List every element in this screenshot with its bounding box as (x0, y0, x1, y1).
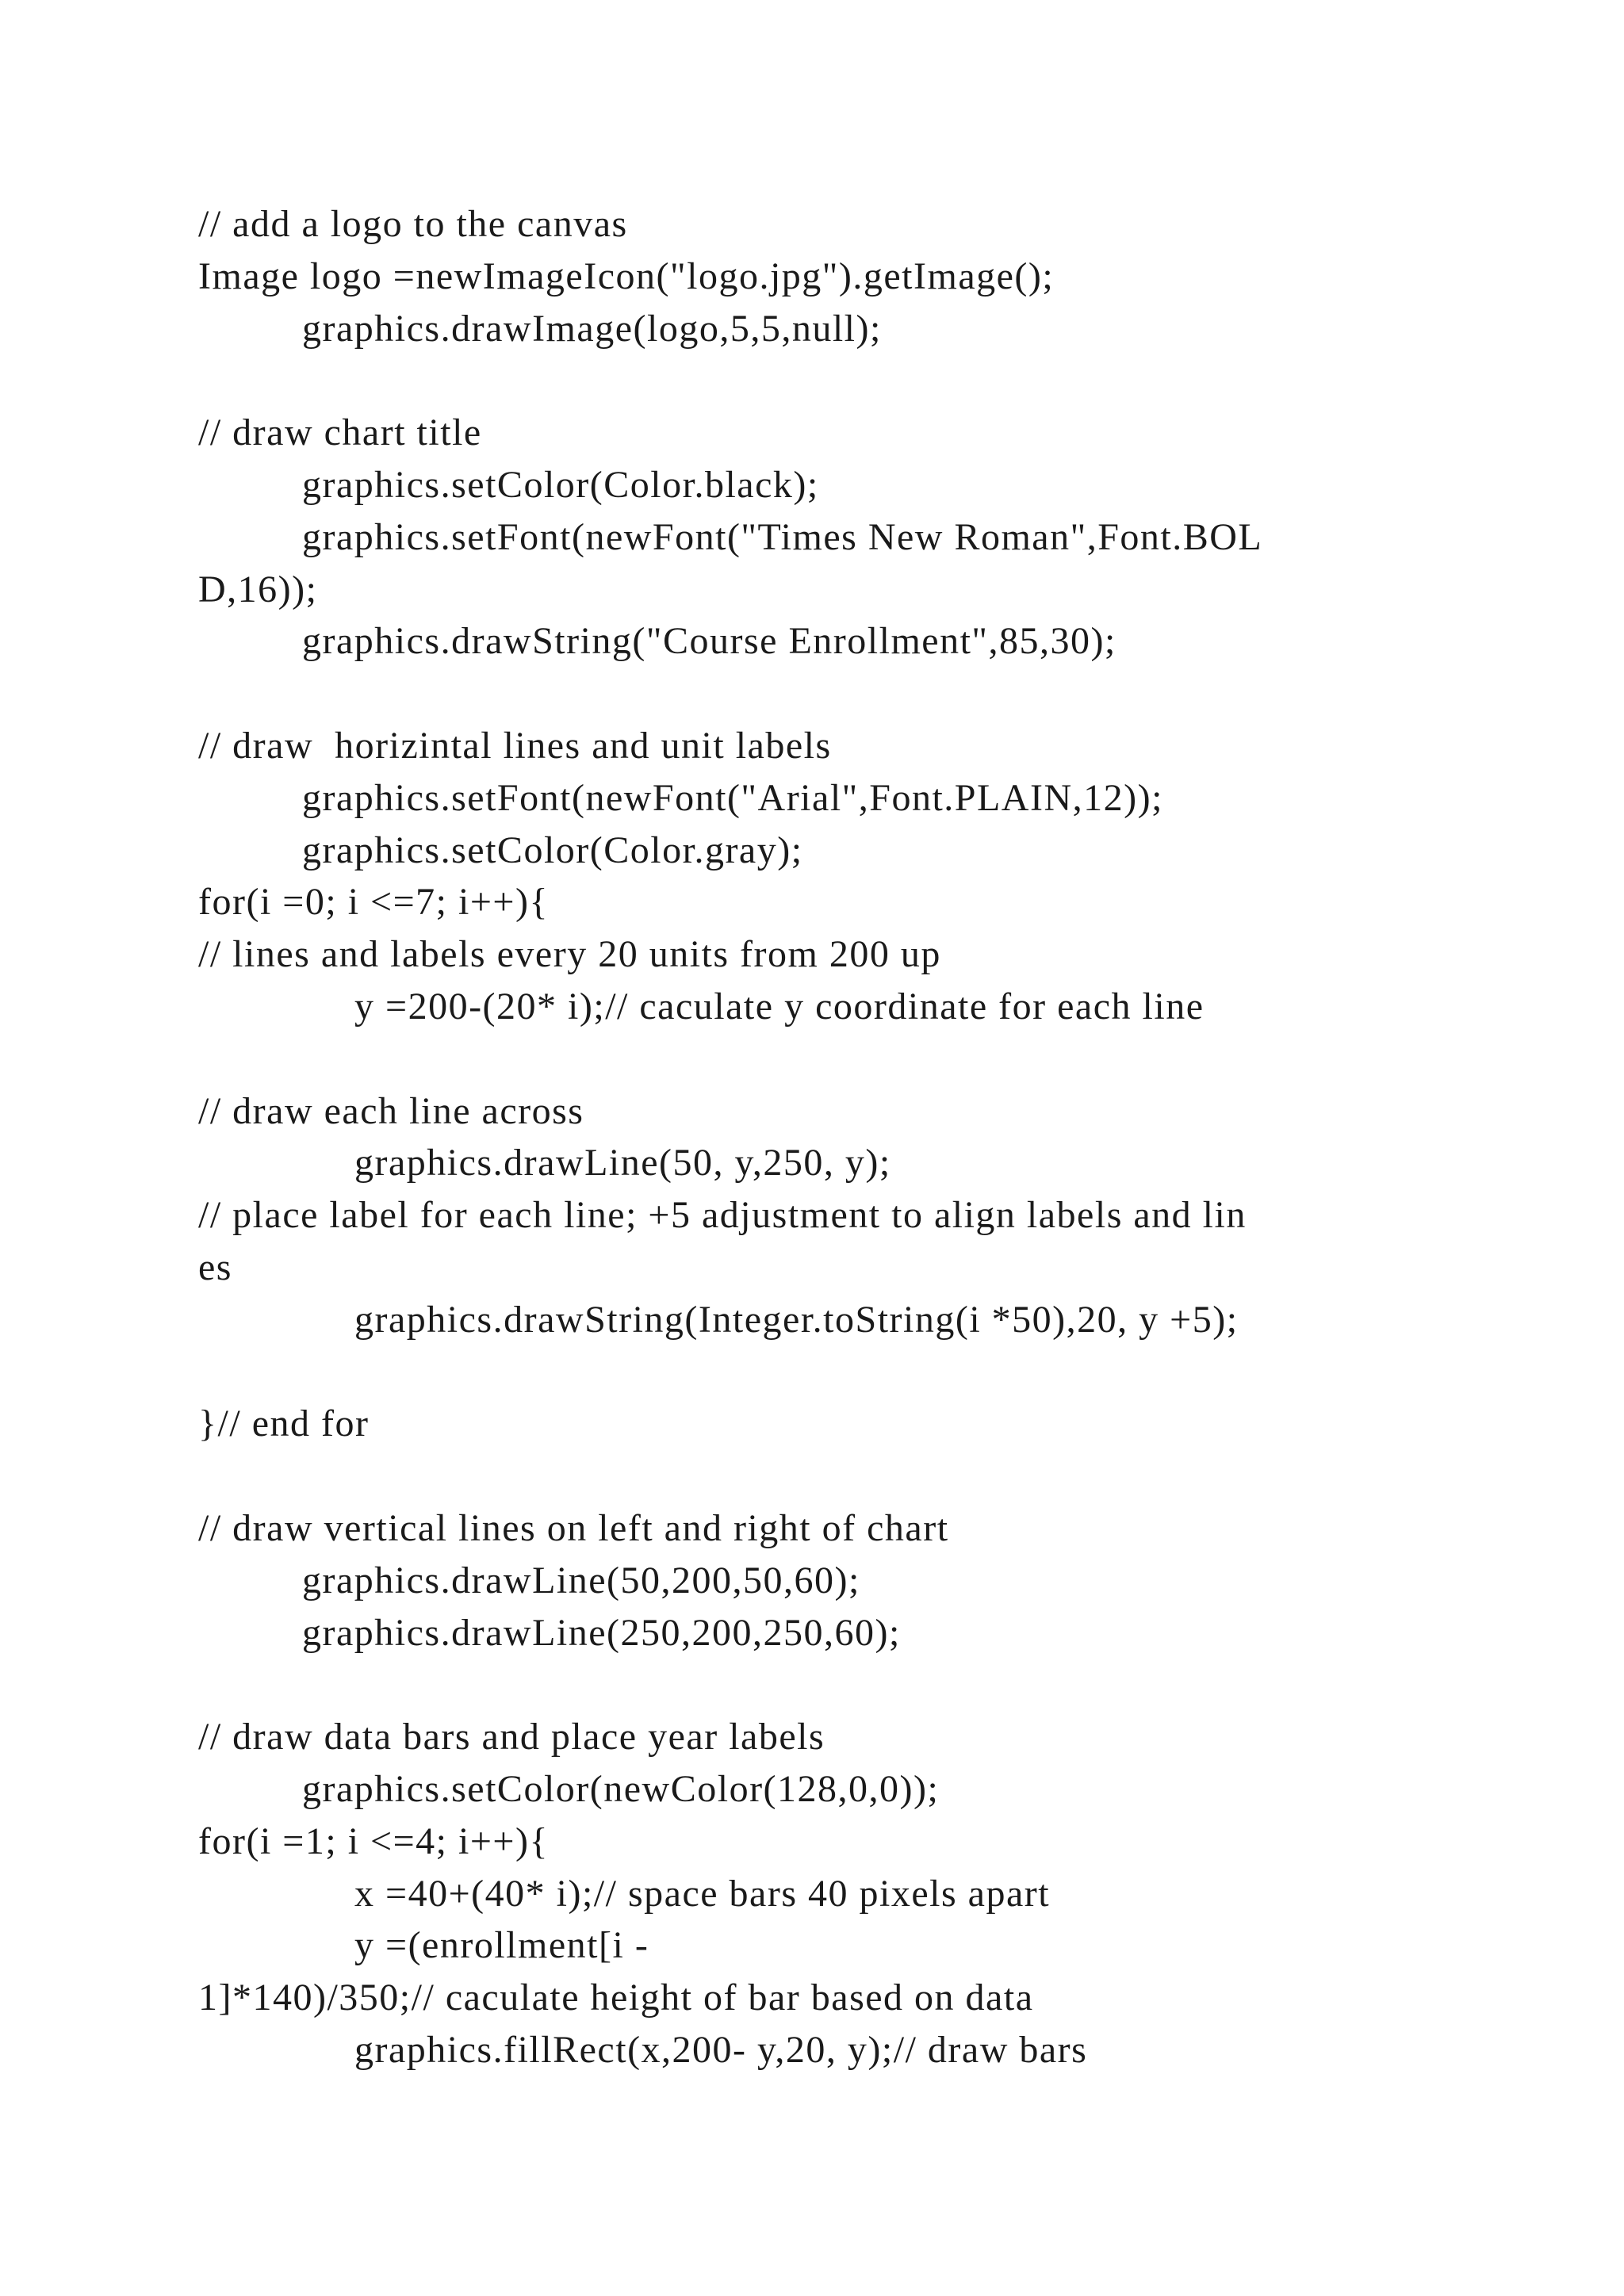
code-line: graphics.drawString("Course Enrollment",85,30); (302, 620, 1116, 663)
blank-line (198, 1659, 1435, 1711)
code-line: 1]*140)/350;// caculate height of bar based on data (198, 1976, 1034, 2019)
blank-line (198, 1033, 1435, 1085)
code-line: }// end for (198, 1402, 370, 1445)
code-listing (198, 198, 1435, 2076)
code-line: graphics.setColor(Color.black); (302, 463, 819, 506)
code-line: y =(enrollment[i - (354, 1924, 649, 1967)
code-line: graphics.setFont(newFont("Times New Roman",Font.BOL (302, 515, 1263, 558)
code-line: graphics.drawImage(logo,5,5,null); (302, 307, 882, 350)
comment-line: // draw horizintal lines and unit labels (198, 724, 832, 767)
comment-line: // draw each line across (198, 1089, 584, 1132)
blank-line (198, 1450, 1435, 1502)
code-line: Image logo =newImageIcon("logo.jpg").getImage(); (198, 254, 1055, 297)
code-line: for(i =0; i <=7; i++){ (198, 881, 550, 924)
code-line: graphics.drawLine(50,200,50,60); (302, 1559, 860, 1601)
comment-line: // place label for each line; +5 adjustment to align labels and lin (198, 1194, 1247, 1237)
code-line: y =200-(20* i);// caculate y coordinate for each line (354, 985, 1205, 1027)
comment-line: // lines and labels every 20 units from 200 up (198, 933, 941, 976)
code-line: D,16)); (198, 568, 318, 610)
code-line: for(i =1; i <=4; i++){ (198, 1820, 550, 1862)
code-line: graphics.setFont(newFont("Arial",Font.PLAIN,12)); (302, 776, 1163, 819)
comment-line: // draw vertical lines on left and right of chart (198, 1506, 949, 1549)
blank-line (198, 668, 1435, 720)
code-line: graphics.fillRect(x,200- y,20, y);// draw bars (354, 2028, 1088, 2071)
comment-line: // draw chart title (198, 411, 482, 454)
comment-line: // add a logo to the canvas (198, 203, 628, 245)
code-line: graphics.drawLine(50, y,250, y); (354, 1142, 891, 1184)
code-line: graphics.drawString(Integer.toString(i *50),20, y +5); (354, 1298, 1239, 1341)
blank-line (198, 1346, 1435, 1399)
code-line: graphics.setColor(newColor(128,0,0)); (302, 1767, 940, 1810)
comment-line: es (198, 1246, 232, 1288)
code-line: graphics.setColor(Color.gray); (302, 828, 803, 871)
blank-line (198, 354, 1435, 407)
code-line: x =40+(40* i);// space bars 40 pixels apart (354, 1872, 1051, 1915)
comment-line: // draw data bars and place year labels (198, 1716, 825, 1758)
code-line: graphics.drawLine(250,200,250,60); (302, 1611, 901, 1654)
